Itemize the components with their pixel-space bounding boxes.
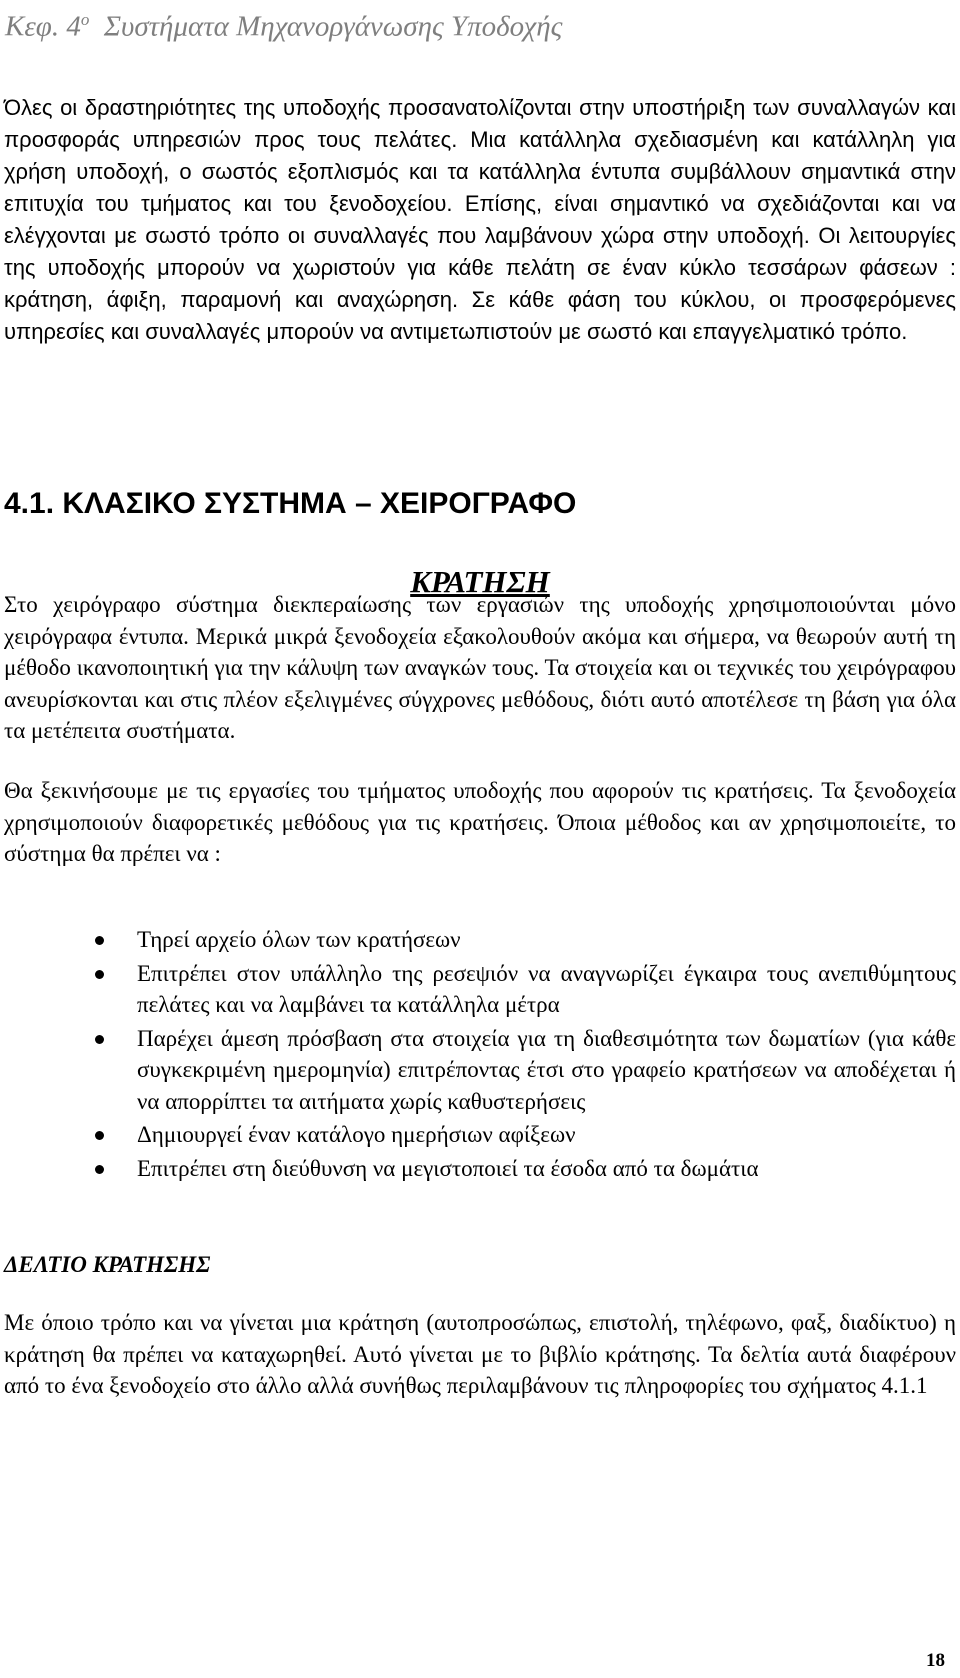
list-item bbox=[0, 1023, 960, 1118]
section-paragraph-1: Στο χειρόγραφο σύστημα διεκπεραίωσης των εργασιών της υποδοχής χρησιμοποιούνται μόνο χειρόγραφα έντυπα. Μερικά μικρά ξενοδοχεία εξακολουθούν ακόμα και σήμερα, να θεωρούν αυτή τη μέθοδο ικανοποιητική για την κάλυψη των αναγκών τους. Τα στοιχεία και οι τεχνικές του χειρόγραφου ανευρίσκονται και στις πλέον εξελιγμένες σύγχρονες μεθόδους, διότι αυτό αποτέλεσε τη βάση για όλα τα μετέπειτα συστήματα. bbox=[4, 592, 956, 743]
list-item bbox=[0, 1119, 960, 1151]
requirements-list bbox=[0, 924, 960, 1186]
bullet-icon bbox=[95, 1165, 104, 1174]
chapter-title-text: Συστήματα Μηχανοργάνωσης Υποδοχής bbox=[103, 10, 563, 43]
chapter-title bbox=[5, 0, 562, 47]
bullet-icon bbox=[95, 1131, 104, 1140]
reservation-slip-heading: ΔΕΛΤΙΟ ΚΡΑΤΗΣΗΣ bbox=[4, 1252, 211, 1277]
list-item bbox=[0, 958, 960, 1021]
chapter-prefix: Κεφ. 4 bbox=[5, 10, 81, 43]
list-item-text: Παρέχει άμεση πρόσβαση στα στοιχεία για τη διαθεσιμότητα των δωματίων (για κάθε συγκεκριμένη ημερομηνία) επιτρέποντας έτσι στο γραφείο κρατήσεων να αποδέχεται ή να απορρίπτει τα αιτήματα χωρίς καθυστερήσεις bbox=[137, 1025, 956, 1114]
list-item-text: Τηρεί αρχείο όλων των κρατήσεων bbox=[137, 927, 461, 952]
section-heading: 4.1. ΚΛΑΣΙΚΟ ΣΥΣΤΗΜΑ – ΧΕΙΡΟΓΡΑΦΟ bbox=[4, 487, 577, 520]
bullet-icon bbox=[95, 936, 104, 945]
bullet-icon bbox=[95, 1035, 104, 1044]
bullet-icon bbox=[95, 970, 104, 979]
list-item bbox=[0, 924, 960, 956]
list-item-text: Επιτρέπει στον υπάλληλο της ρεσεψιόν να αναγνωρίζει έγκαιρα τους ανεπιθύμητους πελάτες και να λαμβάνει τα κατάλληλα μέτρα bbox=[137, 960, 956, 1017]
page-number: 18 bbox=[926, 1650, 945, 1671]
list-item-text: Επιτρέπει στη διεύθυνση να μεγιστοποιεί τα έσοδα από τα δωμάτια bbox=[137, 1155, 759, 1181]
section-paragraph-2: Θα ξεκινήσουμε με τις εργασίες του τμήματος υποδοχής που αφορούν τις κρατήσεις. Τα ξενοδοχεία χρησιμοποιούν διαφορετικές μεθόδους για τις κρατήσεις. Όποια μέθοδος και αν χρησιμοποιείτε, το σύστημα θα πρέπει να : bbox=[4, 778, 956, 866]
closing-paragraph: Με όποιο τρόπο και να γίνεται μια κράτηση (αυτοπροσώπως, επιστολή, τηλέφωνο, φαξ, διαδίκτυο) η κράτηση θα πρέπει να καταχωρηθεί. Αυτό γίνεται με το βιβλίο κράτησης. Τα δελτία αυτά διαφέρουν από το ένα ξενοδοχείο στο άλλο αλλά συνήθως περιλαμβάνουν τις πληροφορίες του σχήματος 4.1.1 bbox=[4, 1310, 956, 1398]
intro-paragraph: Όλες οι δραστηριότητες της υποδοχής προσανατολίζονται στην υποστήριξη των συναλλαγών και προσφοράς υπηρεσιών προς τους πελάτες. Μια κατάλληλα σχεδιασμένη και κατάλληλη για χρήση υποδοχή, ο σωστός εξοπλισμός και τα κατάλληλα έντυπα συμβάλλουν σημαντικά στην επιτυχία του τμήματος και του ξενοδοχείου. Επίσης, είναι σημαντικό να σχεδιάζονται και να ελέγχονται με σωστό τρόπο οι συναλλαγές που λαμβάνουν χώρα στην υποδοχή. Οι λειτουργίες της υποδοχής μπορούν να χωριστούν για κάθε πελάτη σε έναν κύκλο τεσσάρων φάσεων : κράτηση, άφιξη, παραμονή και αναχώρηση. Σε κάθε φάση του κύκλου, οι προσφερόμενες υπηρεσίες και συναλλαγές μπορούν να αντιμετωπιστούν με σωστό και επαγγελματικό τρόπο. bbox=[4, 95, 956, 344]
chapter-superscript: ο bbox=[80, 10, 90, 29]
list-item bbox=[0, 1153, 960, 1185]
reservation-heading: ΚΡΑΤΗΣΗ bbox=[410, 564, 550, 599]
list-item-text: Δημιουργεί έναν κατάλογο ημερήσιων αφίξεων bbox=[137, 1122, 576, 1147]
